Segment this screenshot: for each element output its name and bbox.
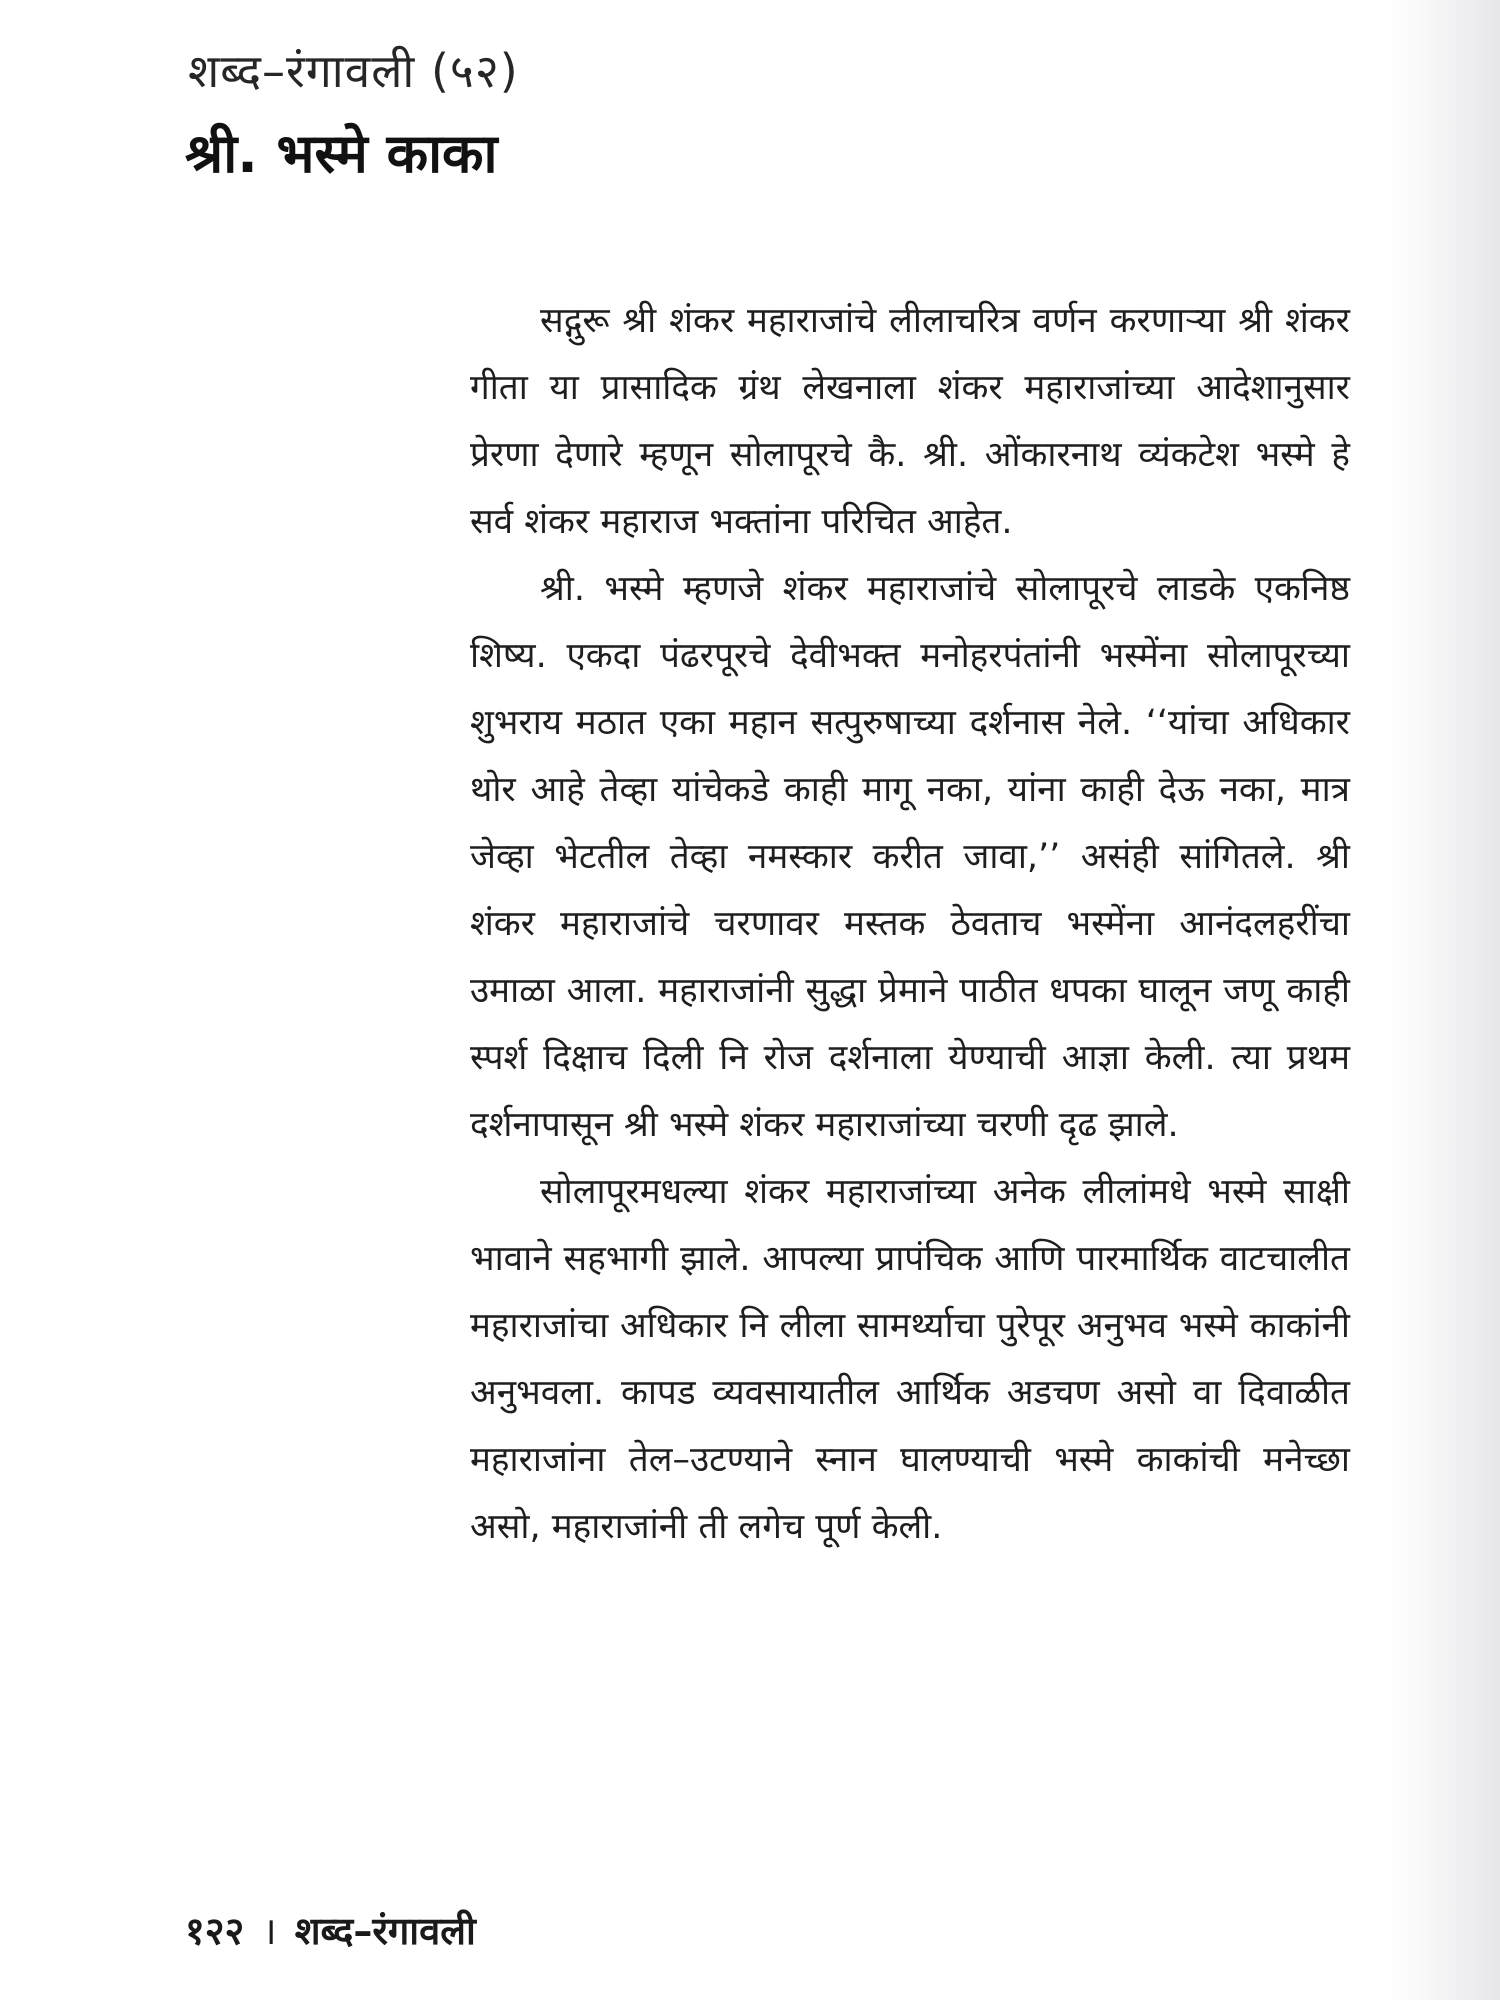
page-footer [185, 1904, 476, 1956]
series-title: शब्द–रंगावली (५२) [188, 44, 519, 98]
page-edge-shadow [1390, 0, 1500, 2000]
footer-separator: । [262, 1909, 277, 1953]
article-title: श्री. भस्मे काका [185, 122, 498, 185]
paragraph-2: श्री. भस्मे म्हणजे शंकर महाराजांचे सोलापूरचे लाडके एकनिष्ठ शिष्य. एकदा पंढरपूरचे देवीभक्त मनोहरपंतांनी भस्मेंना सोलापूरच्या शुभराय मठात एका महान सत्पुरुषाच्या दर्शनास नेले. ‘‘यांचा अधिकार थोर आहे तेव्हा यांचेकडे काही मागू नका, यांना काही देऊ नका, मात्र जेव्हा भेटतील तेव्हा नमस्कार करीत जावा,’’ असंही सांगितले. श्री शंकर महाराजांचे चरणावर मस्तक ठेवताच भस्मेंना आनंदलहरींचा उमाळा आला. महाराजांनी सुद्धा प्रेमाने पाठीत धपका घालून जणू काही स्पर्श दिक्षाच दिली नि रोज दर्शनाला येण्याची आज्ञा केली. त्या प्रथम दर्शनापासून श्री भस्मे शंकर महाराजांच्या चरणी दृढ झाले. [470, 569, 1350, 1145]
article-body [470, 288, 1350, 1561]
page-number: १२२ [185, 1909, 245, 1953]
paragraph-3: सोलापूरमधल्या शंकर महाराजांच्या अनेक लीलांमधे भस्मे साक्षी भावाने सहभागी झाले. आपल्या प्रापंचिक आणि पारमार्थिक वाटचालीत महाराजांचा अधिकार नि लीला सामर्थ्याचा पुरेपूर अनुभव भस्मे काकांनी अनुभवला. कापड व्यवसायातील आर्थिक अडचण असो वा दिवाळीत महाराजांना तेल–उटण्याने स्नान घालण्याची भस्मे काकांची मनेच्छा असो, महाराजांनी ती लगेच पूर्ण केली. [470, 1172, 1350, 1547]
footer-book-title: शब्द–रंगावली [294, 1909, 476, 1953]
paragraph-1: सद्गुरू श्री शंकर महाराजांचे लीलाचरित्र वर्णन करणाऱ्या श्री शंकर गीता या प्रासादिक ग्रंथ लेखनाला शंकर महाराजांच्या आदेशानुसार प्रेरणा देणारे म्हणून सोलापूरचे कै. श्री. ओंकारनाथ व्यंकटेश भस्मे हे सर्व शंकर महाराज भक्तांना परिचित आहेत. [470, 301, 1350, 542]
